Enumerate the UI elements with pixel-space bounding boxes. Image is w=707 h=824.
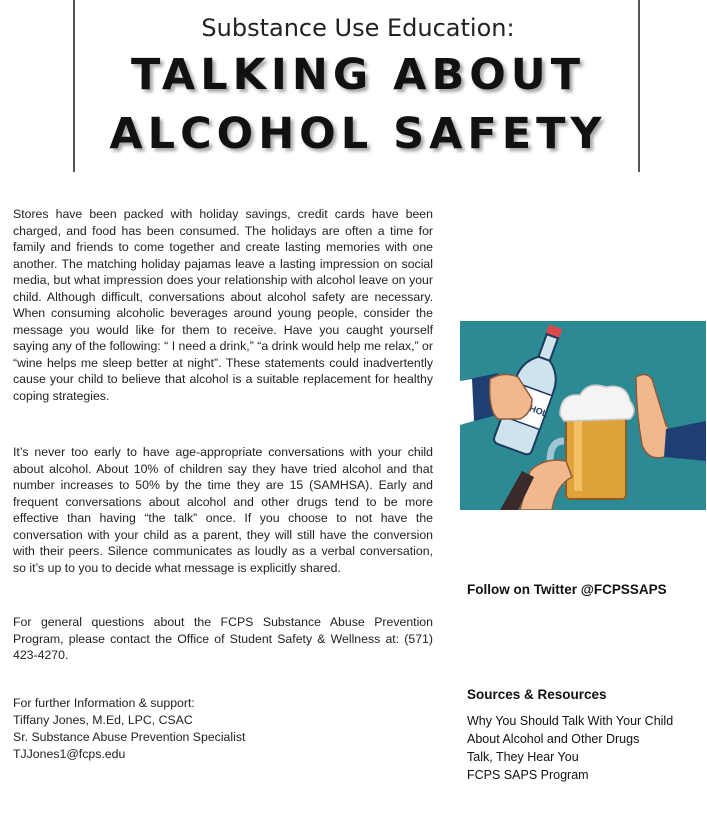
support-contact-block (13, 695, 245, 763)
support-intro: For further Information & support: (13, 696, 195, 710)
support-email-link[interactable]: TJJones1@fcps.edu (13, 747, 126, 761)
support-name: Tiffany Jones, M.Ed, LPC, CSAC (13, 713, 193, 727)
twitter-follow-link[interactable]: Follow on Twitter @FCPSSAPS (467, 582, 667, 597)
source-link[interactable]: Talk, They Hear You (467, 750, 579, 764)
sources-heading: Sources & Resources (467, 687, 607, 702)
left-cuff (460, 379, 474, 425)
alcohol-illustration (460, 321, 706, 510)
article-paragraph-3: For general questions about the FCPS Substance Abuse Prevention Program, please contact the Office of Student Safety & Wellness at: (571) 423-4270. (13, 615, 433, 662)
page-title-line-1: TALKING ABOUT (130, 50, 586, 100)
header-right-rule (638, 0, 640, 172)
source-link[interactable]: Why You Should Talk With Your Child (467, 714, 674, 728)
article-paragraph-1: Stores have been packed with holiday savings, credit cards have been charged, and food has been consumed. The holidays are often a time for family and friends to come together and create lasting memories with one another. The matching holiday pajamas leave a lasting impression on social media, but what impression does your relationship with alcohol leave on your child. Although difficult, conversations about alcohol safety are necessary. When consuming alcoholic beverages around young people, consider the message you would like for them to receive. Have you caught yourself saying any of the following: “ I need a drink,” “a drink would help me relax,” or “wine helps me sleep better at night”. These statements could inadvertently cause your child to believe that alcohol is a suitable replacement for healthy coping strategies. (13, 207, 433, 403)
page-title-line-2: ALCOHOL SAFETY (109, 109, 607, 159)
support-role: Sr. Substance Abuse Prevention Specialist (13, 730, 246, 744)
page-subtitle: Substance Use Education: (201, 14, 515, 42)
header-left-rule (73, 0, 75, 172)
sources-list (467, 712, 673, 784)
source-link[interactable]: FCPS SAPS Program (467, 768, 589, 782)
source-link[interactable]: About Alcohol and Other Drugs (467, 732, 640, 746)
article-paragraph-2: It’s never too early to have age-appropriate conversations with your child about alcohol. About 10% of children say they have tried alcohol and that number increases to 50% by the time they are 15 (SAMHSA). Early and frequent conversations about alcohol and other drugs tend to be more effective than having “the talk” once. If you choose to not have the conversation with your child as a parent, they will still have the conversion with their peers. Silence communicates as loudly as a verbal conversation, so it’s up to you to decide what message is explicitly shared. (13, 445, 433, 575)
